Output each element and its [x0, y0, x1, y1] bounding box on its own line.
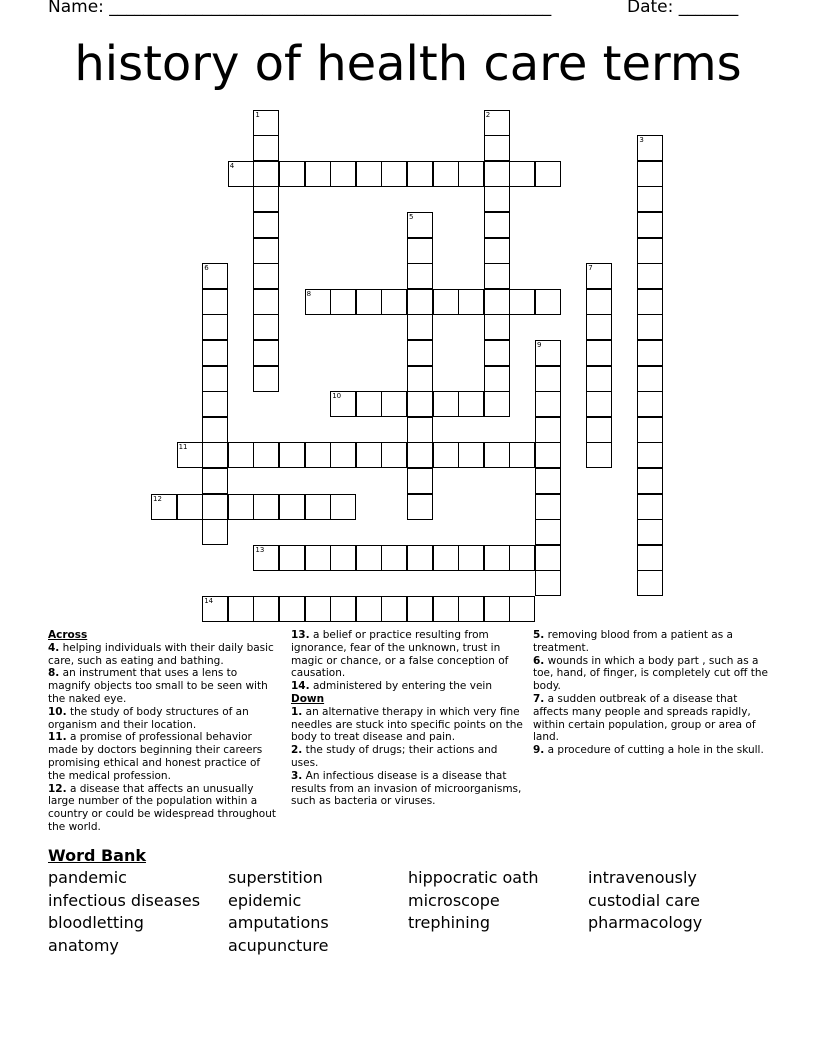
grid-cell[interactable]	[330, 161, 356, 187]
grid-cell[interactable]	[637, 442, 663, 468]
grid-cell[interactable]	[458, 391, 484, 417]
grid-cell[interactable]	[484, 314, 510, 340]
grid-cell[interactable]	[535, 340, 561, 366]
word-bank-item: custodial care	[588, 890, 700, 910]
grid-cell[interactable]	[407, 391, 433, 417]
grid-cell[interactable]	[535, 366, 561, 392]
clue-item-text: a disease that affects an unusually large number of the population within a country or could be widespread throughout the world.	[48, 782, 277, 833]
grid-cell[interactable]	[253, 596, 279, 622]
grid-cell[interactable]	[509, 442, 535, 468]
grid-cell[interactable]	[151, 494, 177, 520]
clue-item	[48, 667, 280, 705]
grid-cell[interactable]	[330, 494, 356, 520]
grid-cell[interactable]	[305, 545, 331, 571]
clue-number: 2	[485, 110, 491, 119]
grid-cell[interactable]	[484, 442, 510, 468]
grid-cell[interactable]	[484, 135, 510, 161]
grid-cell[interactable]	[458, 442, 484, 468]
grid-cell[interactable]	[279, 596, 305, 622]
clue-number: 1	[255, 110, 260, 119]
grid-cell[interactable]	[356, 289, 382, 315]
clue-item-number: 14.	[291, 680, 310, 693]
grid-cell[interactable]	[458, 161, 484, 187]
grid-cell[interactable]	[253, 263, 279, 289]
grid-cell[interactable]	[535, 468, 561, 494]
grid-cell[interactable]	[433, 289, 459, 315]
clue-item-text: an alternative therapy in which very fine needles are stuck into specific points on the body to treat disease and pain.	[291, 705, 523, 744]
clue-item	[291, 629, 524, 680]
grid-cell[interactable]	[253, 340, 279, 366]
grid-cell[interactable]	[637, 570, 663, 596]
grid-cell[interactable]	[305, 289, 331, 315]
word-bank-title: Word Bank	[48, 846, 147, 865]
grid-cell[interactable]	[535, 161, 561, 187]
clue-item-number: 3.	[291, 769, 303, 782]
grid-cell[interactable]	[305, 596, 331, 622]
grid-cell[interactable]	[407, 161, 433, 187]
down-heading: Down	[291, 692, 325, 705]
grid-cell[interactable]	[330, 545, 356, 571]
grid-cell[interactable]	[458, 596, 484, 622]
grid-cell[interactable]	[586, 417, 612, 443]
grid-cell[interactable]	[586, 314, 612, 340]
grid-cell[interactable]	[407, 238, 433, 264]
grid-cell[interactable]	[253, 110, 279, 136]
grid-cell[interactable]	[202, 494, 228, 520]
grid-cell[interactable]	[279, 494, 305, 520]
grid-cell[interactable]	[202, 314, 228, 340]
grid-cell[interactable]	[330, 442, 356, 468]
clue-number: 10	[332, 392, 342, 401]
clue-item-text: the study of body structures of an organism and their location.	[48, 705, 249, 731]
clue-item-number: 2.	[291, 744, 303, 757]
grid-cell[interactable]	[381, 596, 407, 622]
grid-cell[interactable]	[637, 545, 663, 571]
grid-cell[interactable]	[228, 161, 254, 187]
grid-cell[interactable]	[484, 212, 510, 238]
grid-cell[interactable]	[637, 238, 663, 264]
grid-cell[interactable]	[356, 391, 382, 417]
clue-item-number: 5.	[533, 629, 545, 641]
clue-item	[533, 629, 769, 655]
grid-cell[interactable]	[228, 596, 254, 622]
grid-cell[interactable]	[637, 366, 663, 392]
grid-cell[interactable]	[356, 545, 382, 571]
clue-item-text: helping individuals with their daily basic care, such as eating and bathing.	[48, 641, 274, 667]
clue-number: 14	[204, 596, 214, 605]
grid-cell[interactable]	[637, 391, 663, 417]
clue-item-text: administered by entering the vein	[309, 680, 492, 693]
grid-cell[interactable]	[637, 494, 663, 520]
clues-column-1	[48, 629, 280, 834]
word-bank-item: infectious diseases	[48, 890, 201, 910]
clue-item-text: a promise of professional behavior made by doctors beginning their careers promising ethical and honest practice of the medical profession.	[48, 731, 263, 782]
grid-cell[interactable]	[535, 417, 561, 443]
clue-item-text: a procedure of cutting a hole in the skull.	[544, 744, 764, 757]
grid-cell[interactable]	[637, 417, 663, 443]
grid-cell[interactable]	[535, 289, 561, 315]
grid-cell[interactable]	[202, 391, 228, 417]
grid-cell[interactable]	[356, 596, 382, 622]
grid-cell[interactable]	[253, 135, 279, 161]
grid-cell[interactable]	[202, 468, 228, 494]
clue-number: 13	[255, 545, 265, 554]
grid-cell[interactable]	[535, 570, 561, 596]
clue-item	[48, 706, 280, 732]
grid-cell[interactable]	[484, 340, 510, 366]
grid-cell[interactable]	[407, 263, 433, 289]
grid-cell[interactable]	[202, 289, 228, 315]
grid-cell[interactable]	[330, 391, 356, 417]
clue-item-text: wounds in which a body part , such as a toe, hand, of finger, is completely cut off the body.	[533, 654, 768, 693]
grid-cell[interactable]	[433, 545, 459, 571]
grid-cell[interactable]	[381, 391, 407, 417]
grid-cell[interactable]	[305, 494, 331, 520]
grid-cell[interactable]	[433, 391, 459, 417]
grid-cell[interactable]	[637, 186, 663, 212]
grid-cell[interactable]	[202, 519, 228, 545]
grid-cell[interactable]	[509, 161, 535, 187]
clue-item-number: 7.	[533, 692, 545, 705]
grid-cell[interactable]	[637, 263, 663, 289]
clue-number: 6	[204, 264, 209, 273]
grid-cell[interactable]	[305, 442, 331, 468]
grid-cell[interactable]	[535, 442, 561, 468]
grid-cell[interactable]	[253, 545, 279, 571]
grid-cell[interactable]	[253, 238, 279, 264]
grid-cell[interactable]	[586, 366, 612, 392]
clue-number: 9	[537, 340, 542, 349]
clue-item-text: a belief or practice resulting from ignorance, fear of the unknown, trust in magic or chance, or a false conception of causation.	[291, 629, 509, 680]
grid-cell[interactable]	[484, 545, 510, 571]
clue-item-number: 8.	[48, 667, 60, 680]
clue-item-number: 13.	[291, 629, 310, 641]
grid-cell[interactable]	[637, 135, 663, 161]
grid-cell[interactable]	[253, 442, 279, 468]
word-bank-item: pandemic	[48, 868, 127, 887]
word-bank-item: amputations	[228, 913, 329, 933]
grid-cell[interactable]	[433, 596, 459, 622]
grid-cell[interactable]	[407, 366, 433, 392]
clue-item-number: 6.	[533, 654, 545, 667]
clue-item-number: 4.	[48, 641, 60, 654]
word-bank-item: acupuncture	[228, 936, 329, 956]
grid-cell[interactable]	[535, 494, 561, 520]
grid-cell[interactable]	[458, 545, 484, 571]
clue-item	[291, 680, 524, 693]
grid-cell[interactable]	[381, 545, 407, 571]
grid-cell[interactable]	[535, 519, 561, 545]
grid-cell[interactable]	[637, 289, 663, 315]
grid-cell[interactable]	[330, 596, 356, 622]
clue-number: 8	[306, 289, 312, 298]
grid-cell[interactable]	[509, 289, 535, 315]
grid-cell[interactable]	[637, 340, 663, 366]
grid-cell[interactable]	[458, 289, 484, 315]
grid-cell[interactable]	[433, 161, 459, 187]
grid-cell[interactable]	[253, 366, 279, 392]
clue-item-number: 10.	[48, 705, 67, 718]
clue-item	[291, 744, 524, 770]
clue-number: 3	[639, 136, 644, 145]
grid-cell[interactable]	[637, 519, 663, 545]
grid-cell[interactable]	[305, 161, 331, 187]
grid-cell[interactable]	[509, 596, 535, 622]
grid-cell[interactable]	[484, 366, 510, 392]
grid-cell[interactable]	[177, 494, 203, 520]
grid-cell[interactable]	[509, 545, 535, 571]
grid-cell[interactable]	[228, 442, 254, 468]
grid-cell[interactable]	[253, 289, 279, 315]
grid-cell[interactable]	[535, 545, 561, 571]
grid-cell[interactable]	[484, 289, 510, 315]
clue-item	[533, 655, 769, 693]
grid-cell[interactable]	[407, 289, 433, 315]
grid-cell[interactable]	[586, 442, 612, 468]
grid-cell[interactable]	[253, 212, 279, 238]
clue-number: 12	[153, 494, 162, 503]
grid-cell[interactable]	[407, 494, 433, 520]
grid-cell[interactable]	[433, 442, 459, 468]
clue-item	[533, 744, 769, 757]
grid-cell[interactable]	[407, 314, 433, 340]
grid-cell[interactable]	[177, 442, 203, 468]
grid-cell[interactable]	[202, 596, 228, 622]
word-bank-item: superstition	[228, 868, 323, 887]
clues-column-3	[533, 629, 769, 757]
clue-item-number: 9.	[533, 744, 545, 757]
grid-cell[interactable]	[202, 417, 228, 443]
grid-cell[interactable]	[356, 161, 382, 187]
grid-cell[interactable]	[381, 442, 407, 468]
word-bank-item: hippocratic oath	[408, 868, 539, 887]
across-heading: Across	[48, 629, 88, 641]
clue-item-text: removing blood from a patient as a treatment.	[533, 629, 733, 654]
clue-item-text: the study of drugs; their actions and uses.	[291, 744, 498, 769]
grid-cell[interactable]	[202, 366, 228, 392]
word-bank-item: epidemic	[228, 890, 302, 910]
grid-cell[interactable]	[484, 596, 510, 622]
clue-number: 5	[409, 212, 414, 221]
grid-cell[interactable]	[586, 340, 612, 366]
grid-cell[interactable]	[586, 391, 612, 417]
grid-cell[interactable]	[202, 442, 228, 468]
grid-cell[interactable]	[202, 340, 228, 366]
clue-item	[48, 642, 280, 668]
clue-item-number: 11.	[48, 731, 67, 744]
word-bank-item: bloodletting	[48, 913, 144, 933]
grid-cell[interactable]	[253, 314, 279, 340]
grid-cell[interactable]	[637, 161, 663, 187]
name-field[interactable]: Name: ____________________________________________________	[48, 0, 552, 17]
grid-cell[interactable]	[202, 263, 228, 289]
grid-cell[interactable]	[484, 238, 510, 264]
grid-cell[interactable]	[381, 289, 407, 315]
grid-cell[interactable]	[330, 289, 356, 315]
grid-cell[interactable]	[407, 417, 433, 443]
word-bank-item: trephining	[408, 913, 490, 933]
grid-cell[interactable]	[586, 289, 612, 315]
word-bank-item: microscope	[408, 890, 500, 910]
clue-item-text: an instrument that uses a lens to magnify objects too small to be seen with the naked eye.	[48, 667, 268, 705]
grid-cell[interactable]	[637, 314, 663, 340]
word-bank-item: pharmacology	[588, 913, 703, 933]
grid-cell[interactable]	[279, 161, 305, 187]
clue-item	[48, 783, 280, 834]
clue-item	[291, 706, 524, 744]
grid-cell[interactable]	[586, 263, 612, 289]
grid-cell[interactable]	[484, 391, 510, 417]
clues-column-2	[291, 629, 524, 808]
grid-cell[interactable]	[253, 494, 279, 520]
grid-cell[interactable]	[484, 263, 510, 289]
grid-cell[interactable]	[407, 340, 433, 366]
clue-item-number: 12.	[48, 782, 67, 795]
grid-cell[interactable]	[253, 186, 279, 212]
page-title: history of health care terms	[74, 36, 742, 92]
grid-cell[interactable]	[637, 468, 663, 494]
word-bank-item: intravenously	[588, 868, 697, 887]
clue-number: 7	[588, 264, 593, 273]
grid-cell[interactable]	[407, 468, 433, 494]
clue-item	[48, 731, 280, 782]
grid-cell[interactable]	[484, 186, 510, 212]
clue-item-number: 1.	[291, 705, 303, 718]
clue-item-text: An infectious disease is a disease that results from an invasion of microorganisms, such as bacteria or viruses.	[291, 769, 522, 808]
grid-cell[interactable]	[381, 161, 407, 187]
word-bank-item: anatomy	[48, 936, 119, 956]
clue-number: 4	[229, 161, 235, 170]
grid-cell[interactable]	[356, 442, 382, 468]
clue-item	[533, 693, 769, 744]
grid-cell[interactable]	[407, 442, 433, 468]
grid-cell[interactable]	[484, 110, 510, 136]
grid-cell[interactable]	[484, 161, 510, 187]
grid-cell[interactable]	[407, 596, 433, 622]
grid-cell[interactable]	[407, 212, 433, 238]
grid-cell[interactable]	[253, 161, 279, 187]
clue-item	[291, 770, 524, 808]
grid-cell[interactable]	[228, 494, 254, 520]
grid-cell[interactable]	[407, 545, 433, 571]
grid-cell[interactable]	[535, 391, 561, 417]
date-field[interactable]: Date: _______	[627, 0, 739, 17]
grid-cell[interactable]	[279, 442, 305, 468]
clue-item-text: a sudden outbreak of a disease that affects many people and spreads rapidly, within certain population, group or area of land.	[533, 692, 756, 744]
clue-number: 11	[178, 443, 188, 452]
grid-cell[interactable]	[637, 212, 663, 238]
grid-cell[interactable]	[279, 545, 305, 571]
